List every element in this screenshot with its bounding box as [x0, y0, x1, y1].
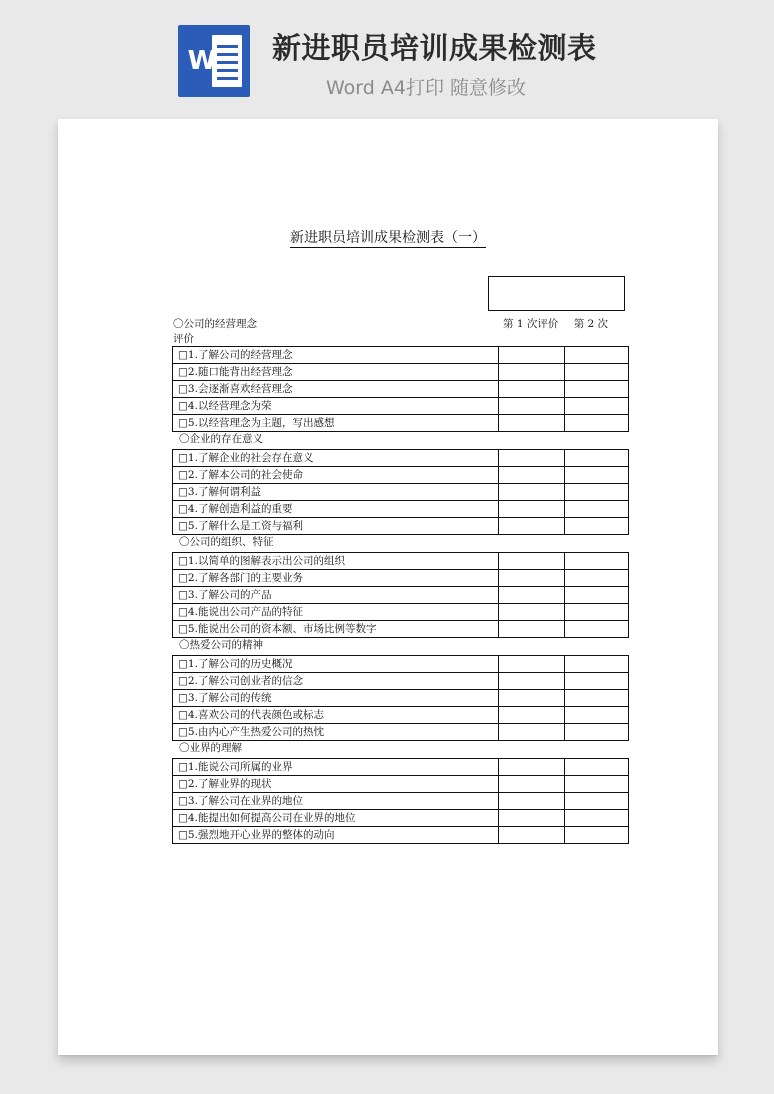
checklist-item[interactable]: □3.会逐渐喜欢经营理念: [173, 381, 499, 398]
second-evaluation-cell[interactable]: [565, 810, 629, 827]
checklist-section: [172, 742, 629, 844]
table-row: [173, 501, 629, 518]
section-heading: 〇企业的存在意义: [179, 433, 263, 445]
checklist-table: [172, 449, 629, 535]
first-evaluation-cell[interactable]: [499, 398, 565, 415]
checklist-item[interactable]: □1.能说公司所属的业界: [173, 759, 499, 776]
checklist-item[interactable]: □1.了解公司的历史概况: [173, 656, 499, 673]
checklist-item[interactable]: □3.了解何谓利益: [173, 484, 499, 501]
table-row: [173, 673, 629, 690]
second-evaluation-cell[interactable]: [565, 776, 629, 793]
second-evaluation-cell[interactable]: [565, 587, 629, 604]
second-evaluation-cell[interactable]: [565, 690, 629, 707]
first-evaluation-cell[interactable]: [499, 467, 565, 484]
first-evaluation-cell[interactable]: [499, 518, 565, 535]
checklist-item[interactable]: □3.了解公司的产品: [173, 587, 499, 604]
second-evaluation-cell[interactable]: [565, 827, 629, 844]
first-evaluation-cell[interactable]: [499, 656, 565, 673]
checklist-item[interactable]: □2.随口能背出经营理念: [173, 364, 499, 381]
banner-title: 新进职员培训成果检测表: [272, 31, 597, 65]
checklist-item[interactable]: □5.强烈地开心业界的整体的动向: [173, 827, 499, 844]
checklist-item[interactable]: □1.了解公司的经营理念: [173, 347, 499, 364]
table-row: [173, 707, 629, 724]
table-row: [173, 347, 629, 364]
second-evaluation-cell[interactable]: [565, 501, 629, 518]
table-row: [173, 398, 629, 415]
first-evaluation-cell[interactable]: [499, 827, 565, 844]
first-evaluation-cell[interactable]: [499, 501, 565, 518]
checklist-table: [172, 346, 629, 432]
table-row: [173, 587, 629, 604]
table-row: [173, 827, 629, 844]
first-evaluation-cell[interactable]: [499, 707, 565, 724]
checklist-item[interactable]: □3.了解公司的传统: [173, 690, 499, 707]
first-evaluation-cell[interactable]: [499, 776, 565, 793]
first-evaluation-cell[interactable]: [499, 450, 565, 467]
first-evaluation-cell[interactable]: [499, 759, 565, 776]
table-row: [173, 656, 629, 673]
table-row: [173, 553, 629, 570]
table-row: [173, 467, 629, 484]
checklist-item[interactable]: □4.能说出公司产品的特征: [173, 604, 499, 621]
table-row: [173, 604, 629, 621]
second-evaluation-cell[interactable]: [565, 364, 629, 381]
first-evaluation-cell[interactable]: [499, 364, 565, 381]
table-row: [173, 364, 629, 381]
table-row: [173, 690, 629, 707]
checklist-item[interactable]: □4.喜欢公司的代表颜色或标志: [173, 707, 499, 724]
word-logo-letter: W: [187, 46, 217, 76]
second-evaluation-cell[interactable]: [565, 398, 629, 415]
table-row: [173, 484, 629, 501]
second-evaluation-cell[interactable]: [565, 707, 629, 724]
checklist-item[interactable]: □4.以经营理念为荣: [173, 398, 499, 415]
word-app-icon: [178, 25, 250, 97]
intro-wrap-text: 评价: [173, 333, 194, 345]
second-evaluation-cell[interactable]: [565, 724, 629, 741]
intro-heading: 〇公司的经营理念: [173, 318, 257, 330]
first-evaluation-cell[interactable]: [499, 553, 565, 570]
column-header-first: 第 1 次评价: [503, 318, 559, 330]
checklist-section: [172, 346, 629, 432]
second-evaluation-cell[interactable]: [565, 570, 629, 587]
column-header-second: 第 2 次: [573, 318, 609, 330]
first-evaluation-cell[interactable]: [499, 673, 565, 690]
score-box[interactable]: [488, 276, 625, 311]
column-headers: [503, 316, 608, 331]
checklist-section: [172, 536, 629, 638]
document-title: [58, 227, 718, 247]
second-evaluation-cell[interactable]: [565, 450, 629, 467]
checklist-section: [172, 639, 629, 741]
checklist-section: [172, 433, 629, 535]
first-evaluation-cell[interactable]: [499, 810, 565, 827]
second-evaluation-cell[interactable]: [565, 467, 629, 484]
table-row: [173, 759, 629, 776]
table-row: [173, 810, 629, 827]
first-evaluation-cell[interactable]: [499, 381, 565, 398]
checklist-item[interactable]: □4.了解创造利益的重要: [173, 501, 499, 518]
checklist-item[interactable]: □5.能说出公司的资本额、市场比例等数字: [173, 621, 499, 638]
second-evaluation-cell[interactable]: [565, 604, 629, 621]
checklist-item[interactable]: □2.了解本公司的社会使命: [173, 467, 499, 484]
table-row: [173, 724, 629, 741]
second-evaluation-cell[interactable]: [565, 518, 629, 535]
second-evaluation-cell[interactable]: [565, 347, 629, 364]
checklist-item[interactable]: □2.了解公司创业者的信念: [173, 673, 499, 690]
first-evaluation-cell[interactable]: [499, 604, 565, 621]
first-evaluation-cell[interactable]: [499, 484, 565, 501]
checklist-item[interactable]: □1.了解企业的社会存在意义: [173, 450, 499, 467]
first-evaluation-cell[interactable]: [499, 347, 565, 364]
table-row: [173, 518, 629, 535]
second-evaluation-cell[interactable]: [565, 793, 629, 810]
first-evaluation-cell[interactable]: [499, 570, 565, 587]
checklist-table: [172, 758, 629, 844]
table-row: [173, 793, 629, 810]
checklist-item[interactable]: □5.由内心产生热爱公司的热忱: [173, 724, 499, 741]
second-evaluation-cell[interactable]: [565, 381, 629, 398]
banner-subtitle: Word A4打印 随意修改: [326, 77, 527, 99]
table-row: [173, 570, 629, 587]
second-evaluation-cell[interactable]: [565, 759, 629, 776]
section-heading: 〇业界的理解: [179, 742, 242, 754]
checklist-item[interactable]: □2.了解各部门的主要业务: [173, 570, 499, 587]
section-heading: 〇热爱公司的精神: [179, 639, 263, 651]
table-row: [173, 621, 629, 638]
checklist-item[interactable]: □3.了解公司在业界的地位: [173, 793, 499, 810]
checklist-item[interactable]: □5.以经营理念为主题，写出感想: [173, 415, 499, 432]
first-evaluation-cell[interactable]: [499, 724, 565, 741]
second-evaluation-cell[interactable]: [565, 656, 629, 673]
second-evaluation-cell[interactable]: [565, 484, 629, 501]
checklist-item[interactable]: □5.了解什么是工资与福利: [173, 518, 499, 535]
table-row: [173, 776, 629, 793]
second-evaluation-cell[interactable]: [565, 673, 629, 690]
document-page: [58, 119, 718, 1055]
checklist-item[interactable]: □2.了解业界的现状: [173, 776, 499, 793]
second-evaluation-cell[interactable]: [565, 553, 629, 570]
section-heading: 〇公司的组织、特征: [179, 536, 274, 548]
first-evaluation-cell[interactable]: [499, 690, 565, 707]
banner: [0, 0, 774, 118]
table-row: [173, 415, 629, 432]
first-evaluation-cell[interactable]: [499, 621, 565, 638]
table-row: [173, 450, 629, 467]
second-evaluation-cell[interactable]: [565, 621, 629, 638]
first-evaluation-cell[interactable]: [499, 587, 565, 604]
first-evaluation-cell[interactable]: [499, 415, 565, 432]
table-row: [173, 381, 629, 398]
checklist-item[interactable]: □1.以简单的图解表示出公司的组织: [173, 553, 499, 570]
first-evaluation-cell[interactable]: [499, 793, 565, 810]
second-evaluation-cell[interactable]: [565, 415, 629, 432]
checklist-item[interactable]: □4.能提出如何提高公司在业界的地位: [173, 810, 499, 827]
checklist-table: [172, 552, 629, 638]
document-title-text: 新进职员培训成果检测表（一）: [290, 230, 486, 246]
checklist-table: [172, 655, 629, 741]
